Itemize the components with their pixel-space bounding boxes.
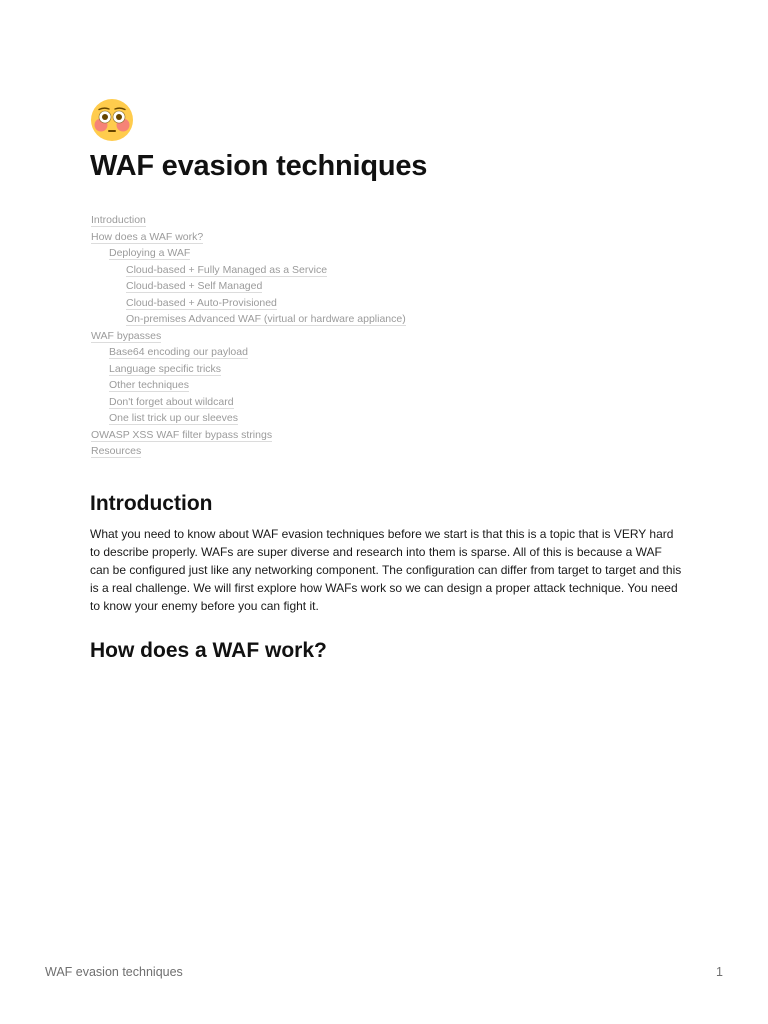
toc-item bbox=[90, 311, 690, 328]
toc-link-how-does-a-waf-work[interactable]: How does a WAF work? bbox=[91, 230, 204, 243]
toc-item bbox=[90, 278, 690, 295]
introduction-paragraph: What you need to know about WAF evasion techniques before we start is that this is a topic that is VERY hard to describe properly. WAFs are super diverse and research into them is sparse. All of this is because a WAF can be configured just like any networking component. The configuration can differ from target to target and this is a real challenge. We will first explore how WAFs work so we can design a proper attack technique. You need to know your enemy before you can fight it. bbox=[90, 526, 682, 614]
toc-item bbox=[90, 427, 690, 444]
toc-link-owasp-xss-strings[interactable]: OWASP XSS WAF filter bypass strings bbox=[91, 428, 273, 441]
toc-item bbox=[90, 295, 690, 312]
toc-link-introduction[interactable]: Introduction bbox=[91, 214, 146, 226]
toc-link-cloud-auto-provisioned[interactable]: Cloud-based + Auto-Provisioned bbox=[126, 296, 277, 309]
table-of-contents bbox=[90, 212, 690, 460]
toc-item bbox=[90, 229, 690, 246]
toc-item bbox=[90, 361, 690, 378]
toc-item bbox=[90, 328, 690, 345]
introduction-heading: Introduction bbox=[90, 491, 213, 515]
page-content bbox=[90, 98, 690, 664]
toc-item bbox=[90, 245, 690, 262]
toc-item bbox=[90, 262, 690, 279]
toc-link-one-list-trick[interactable]: One list trick up our sleeves bbox=[109, 412, 238, 424]
toc-link-cloud-self-managed[interactable]: Cloud-based + Self Managed bbox=[126, 280, 263, 292]
toc-link-base64-encoding[interactable]: Base64 encoding our payload bbox=[109, 346, 248, 358]
toc-link-deploying-a-waf[interactable]: Deploying a WAF bbox=[109, 247, 191, 259]
toc-item bbox=[90, 394, 690, 411]
toc-item bbox=[90, 377, 690, 394]
toc-link-cloud-fully-managed[interactable]: Cloud-based + Fully Managed as a Service bbox=[126, 263, 328, 276]
toc-link-language-specific-tricks[interactable]: Language specific tricks bbox=[109, 362, 222, 375]
toc-item bbox=[90, 344, 690, 361]
toc-item bbox=[90, 410, 690, 427]
toc-item bbox=[90, 443, 690, 460]
toc-link-resources[interactable]: Resources bbox=[91, 445, 142, 457]
footer-page-number: 1 bbox=[716, 965, 723, 979]
toc-link-wildcard[interactable]: Don't forget about wildcard bbox=[109, 395, 234, 408]
toc-item bbox=[90, 212, 690, 229]
toc-link-other-techniques[interactable]: Other techniques bbox=[109, 379, 189, 391]
footer-document-title: WAF evasion techniques bbox=[45, 965, 183, 979]
flushed-face-emoji-icon bbox=[90, 98, 134, 142]
toc-link-on-premises-advanced-waf[interactable]: On-premises Advanced WAF (virtual or hardware appliance) bbox=[126, 313, 406, 325]
how-waf-works-heading: How does a WAF work? bbox=[90, 638, 327, 662]
document-title: WAF evasion techniques bbox=[90, 150, 428, 182]
toc-link-waf-bypasses[interactable]: WAF bypasses bbox=[91, 329, 162, 342]
